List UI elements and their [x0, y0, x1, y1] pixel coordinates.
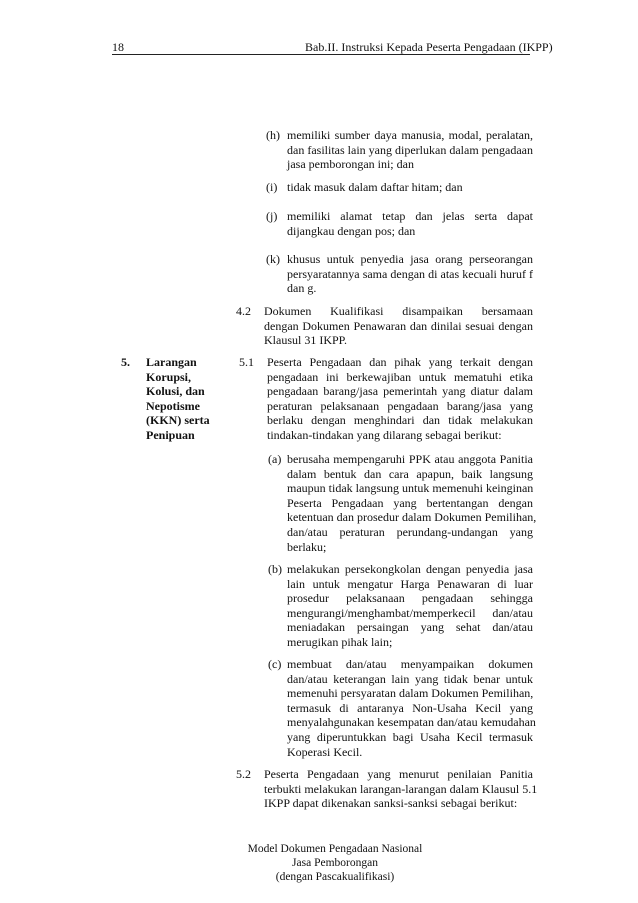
item-h-text: memiliki sumber daya manusia, modal, peralatan, dan fasilitas lain yang diperlukan dalam pengadaan jasa pemborongan ini; dan: [287, 128, 533, 172]
item-j-text: memiliki alamat tetap dan jelas serta dapat dijangkau dengan pos; dan: [287, 209, 533, 238]
item-k-label: (k): [266, 252, 280, 266]
item-c-label: (c): [268, 657, 282, 671]
clause-4-2-text: Dokumen Kualifikasi disampaikan bersamaan dengan Dokumen Penawaran dan dinilai sesuai dengan Klausul 31 IKPP.: [264, 304, 533, 348]
clause-4-2-number: 4.2: [236, 304, 251, 318]
clause-5-1-number: 5.1: [239, 355, 254, 369]
item-h-label: (h): [266, 128, 280, 142]
item-a-text: berusaha mempengaruhi PPK atau anggota Panitia dalam bentuk dan cara apapun, baik langsung maupun tidak langsung untuk memenuhi keinginan Peserta Pengadaan yang bertentangan dengan ketentuan dan prosedur dalam Dokumen Pemilihan, dan/atau peraturan perundang-undangan yang berlaku;: [287, 452, 537, 554]
item-b-text: melakukan persekongkolan dengan penyedia jasa lain untuk mengatur Harga Penawaran di luar prosedur pelaksanaan pengadaan sehingga mengurangi/menghambat/memperkecil dan/atau meniadakan persaingan yang sehat dan/atau merugikan pihak lain;: [287, 562, 533, 649]
clause-5-1-text: Peserta Pengadaan dan pihak yang terkait dengan pengadaan ini berkewajiban untuk mematuhi etika pengadaan barang/jasa pemerintah yang diatur dalam peraturan pelaksanaan pengadaan barang/jasa yang berlaku dengan menghindari dan tidak melakukan tindakan-tindakan yang dilarang sebagai berikut:: [267, 355, 533, 442]
section-5-title: Larangan Korupsi, Kolusi, dan Nepotisme (KKN) serta Penipuan: [146, 355, 210, 442]
item-i-label: (i): [266, 180, 278, 194]
item-k-text: khusus untuk penyedia jasa orang perseorangan persyaratannya sama dengan di atas kecuali huruf f dan g.: [287, 252, 533, 296]
item-b-label: (b): [268, 562, 282, 576]
item-i-text: tidak masuk dalam daftar hitam; dan: [287, 180, 463, 194]
clause-5-2-number: 5.2: [236, 767, 251, 781]
footer-line-3: (dengan Pascakualifikasi): [275, 871, 395, 883]
header-rule: [112, 54, 530, 55]
page-number: 18: [112, 40, 124, 54]
item-c-text: membuat dan/atau menyampaikan dokumen dan/atau keterangan lain yang tidak benar untuk memenuhi persyaratan dalam Dokumen Pemilihan, termasuk di antaranya Non-Usaha Kecil yang menyalahgunakan kesempatan dan/atau kemudahan yang diperuntukkan bagi Usaha Kecil termasuk Koperasi Kecil.: [287, 657, 536, 759]
footer-line-2: Jasa Pemborongan: [292, 857, 378, 869]
item-a-label: (a): [268, 452, 282, 466]
clause-5-2-text: Peserta Pengadaan yang menurut penilaian Panitia terbukti melakukan larangan-larangan dalam Klausul 5.1 IKPP dapat dikenakan sanksi-sanksi sebagai berikut:: [264, 767, 538, 811]
footer: [230, 842, 440, 884]
footer-line-1: Model Dokumen Pengadaan Nasional: [247, 843, 423, 855]
item-j-label: (j): [266, 209, 278, 223]
running-header-title: Bab.II. Instruksi Kepada Peserta Pengadaan (IKPP): [305, 40, 553, 54]
section-5-number: 5.: [121, 355, 130, 369]
